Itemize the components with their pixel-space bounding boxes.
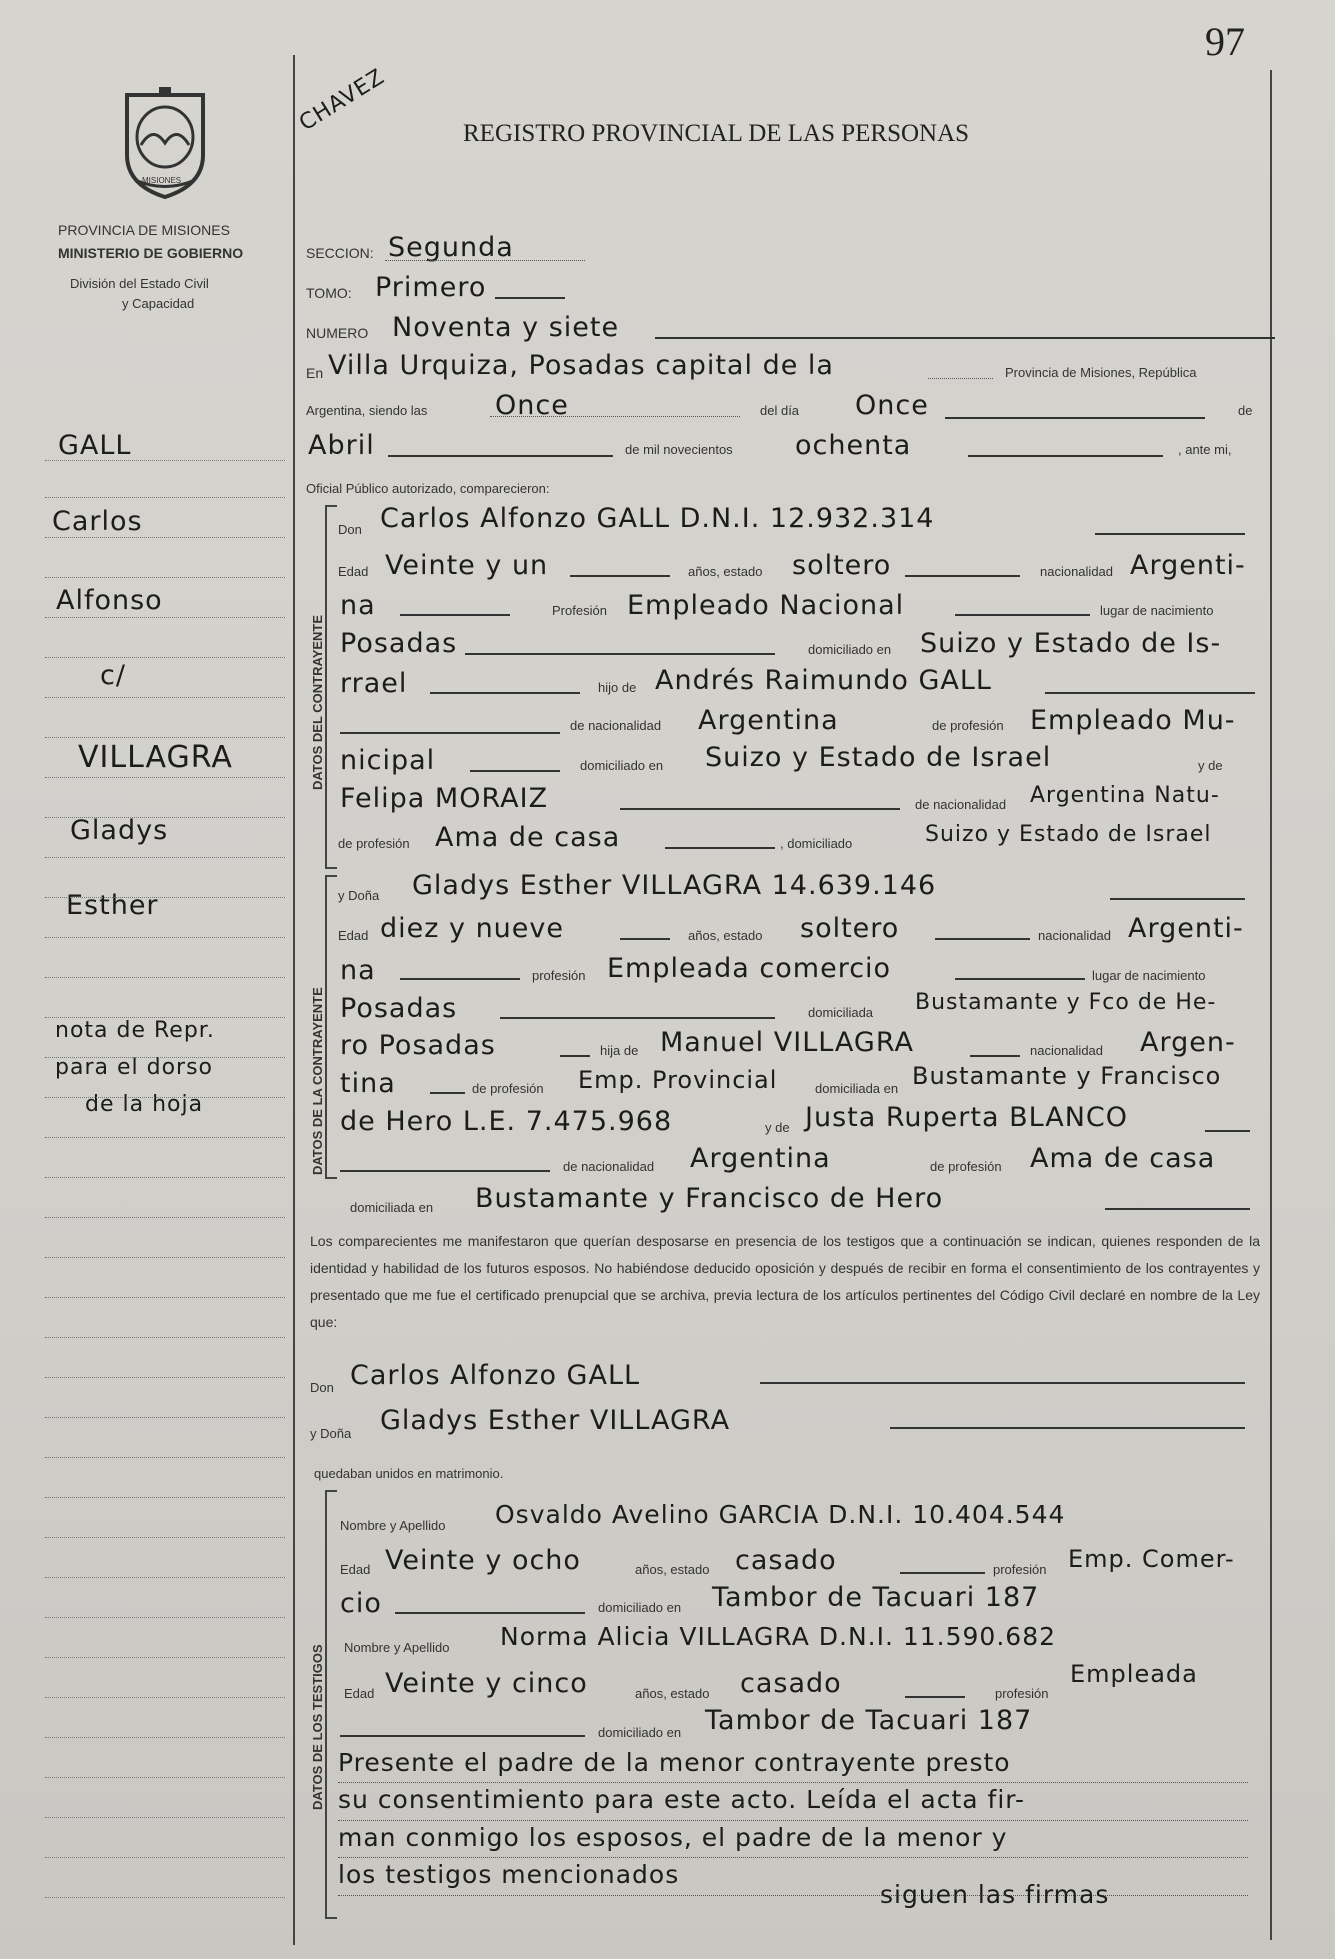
t1-estado-value: casado xyxy=(735,1545,837,1576)
dona-hija-label: hija de xyxy=(600,1043,639,1058)
margin-rule xyxy=(45,657,285,658)
margin-rule xyxy=(45,460,285,461)
dia-rule xyxy=(945,417,1205,419)
union-dona-value: Gladys Esther VILLAGRA xyxy=(380,1405,731,1436)
dona-madre-nac-label: de nacionalidad xyxy=(563,1159,655,1174)
dona-padre-value: Manuel VILLAGRA xyxy=(660,1027,914,1058)
don-padre-dom-label: domiciliado en xyxy=(580,758,664,773)
don-madre-prof-value: Ama de casa xyxy=(435,822,621,853)
anio-value: ochenta xyxy=(795,430,912,461)
note-rule-1 xyxy=(338,1820,1248,1821)
page-number: 97 xyxy=(1205,19,1245,64)
margin-name-5: Gladys xyxy=(70,815,169,846)
don-y-de-label: y de xyxy=(1198,758,1223,773)
don-lugar-label: lugar de nacimiento xyxy=(1100,603,1214,618)
don-padre-nac-label: de nacionalidad xyxy=(570,718,662,733)
dona-madre-dom-label: domiciliada en xyxy=(350,1200,434,1215)
dia-value: Once xyxy=(855,390,929,421)
dona-madre-dom-rule xyxy=(1105,1208,1250,1210)
t1-profesion-cont: cio xyxy=(340,1588,382,1619)
don-padre-nac-value: Argentina xyxy=(698,705,839,736)
dona-edad-rule xyxy=(620,938,670,940)
t2-edad-value: Veinte y cinco xyxy=(385,1668,588,1699)
margin-name-6: Esther xyxy=(66,890,159,921)
t1-profesion-rule xyxy=(395,1612,585,1614)
tomo-value: Primero xyxy=(375,272,487,303)
don-madre-nac-label: de nacionalidad xyxy=(915,797,1007,812)
margin-name-1: Carlos xyxy=(52,506,143,537)
margin-rule xyxy=(45,1737,285,1738)
mes-rule xyxy=(388,455,613,457)
t2-domicilio-label: domiciliado en xyxy=(598,1725,682,1740)
dona-lugar-label: lugar de nacimiento xyxy=(1092,968,1206,983)
seal-text: MISIONES xyxy=(142,176,182,185)
t2-nombre-label: Nombre y Apellido xyxy=(344,1640,450,1655)
declaration-paragraph: Los comparecientes me manifestaron que querían desposarse en presencia de los testigos que a continuación se indican, quienes responden de la identidad y habilidad de los futuros esposos. No habiéndose deducido oposición y después de recibir en forma el consentimiento de los contrayentes y presentado que me fue el certificado prenupcial que se archiva, previa lectura de los artículos pertinentes del Código Civil declaré en nombre de la Ley que: xyxy=(310,1233,1260,1330)
don-nacionalidad-cont: na xyxy=(340,590,376,621)
division-line-1: División del Estado Civil xyxy=(70,276,209,291)
don-label: Don xyxy=(338,522,362,537)
don-edad-rule xyxy=(570,575,670,577)
margin-rule xyxy=(45,1417,285,1418)
contrayente-f-side-label: DATOS DE LA CONTRAYENTE xyxy=(310,987,325,1175)
margin-rule xyxy=(45,617,285,618)
note-rule-0 xyxy=(338,1782,1248,1783)
margin-rule xyxy=(45,1657,285,1658)
don-domicilio-cont: rrael xyxy=(340,668,408,699)
don-estado-value: soltero xyxy=(792,550,892,581)
seccion-label: SECCION: xyxy=(306,245,374,261)
don-madre-value: Felipa MORAIZ xyxy=(340,783,549,814)
dona-nacionalidad-value: Argenti- xyxy=(1128,913,1244,944)
don-padre-prof-cont: nicipal xyxy=(340,745,436,776)
margin-rule xyxy=(45,1337,285,1338)
argentina-siendo-label: Argentina, siendo las xyxy=(306,403,428,418)
del-dia-label: del día xyxy=(760,403,800,418)
margin-rule xyxy=(45,1217,285,1218)
margin-rule xyxy=(45,1257,285,1258)
don-domicilio-rule xyxy=(430,692,580,694)
note-rule-2 xyxy=(338,1857,1248,1858)
don-estado-label: años, estado xyxy=(688,564,763,579)
margin-rule xyxy=(45,497,285,498)
dona-madre-dom-value: Bustamante y Francisco de Hero xyxy=(475,1183,944,1214)
margin-divider xyxy=(293,55,295,1945)
margin-rule xyxy=(45,1377,285,1378)
union-don-value: Carlos Alfonzo GALL xyxy=(350,1360,641,1391)
t1-profesion-label: profesión xyxy=(993,1562,1047,1577)
margin-name-2: Alfonso xyxy=(56,585,163,616)
numero-value: Noventa y siete xyxy=(392,312,620,343)
margin-rule xyxy=(45,1617,285,1618)
dona-padre-prof-value: Emp. Provincial xyxy=(578,1066,778,1094)
don-edad-value: Veinte y un xyxy=(385,550,549,581)
page-title: REGISTRO PROVINCIAL DE LAS PERSONAS xyxy=(463,120,970,147)
dona-profesion-label: profesión xyxy=(532,968,586,983)
don-lugar-rule xyxy=(465,653,775,655)
tomo-rule xyxy=(495,297,565,299)
dona-domicilio-value: Bustamante y Fco de He- xyxy=(915,990,1217,1015)
lugar-rule xyxy=(928,378,993,379)
note-line-1: su consentimiento para este acto. Leída el acta fir- xyxy=(338,1785,1025,1814)
dona-madre-nac-value: Argentina xyxy=(690,1143,831,1174)
note-line-3: los testigos mencionados xyxy=(338,1860,680,1889)
margin-rule xyxy=(45,1777,285,1778)
margin-rule xyxy=(45,1137,285,1138)
don-domicilio-value: Suizo y Estado de Is- xyxy=(920,628,1222,659)
numero-label: NUMERO xyxy=(306,325,369,341)
division-line-2: y Capacidad xyxy=(122,296,195,311)
dona-nombre-value: Gladys Esther VILLAGRA 14.639.146 xyxy=(412,870,937,901)
don-nombre-rule xyxy=(1095,533,1245,535)
margin-rule xyxy=(45,537,285,538)
stamp-chavez: CHAVEZ xyxy=(295,64,390,137)
margin-rule xyxy=(45,1697,285,1698)
dona-padre-nac-label: nacionalidad xyxy=(1030,1043,1104,1058)
dona-padre-dom-cont: de Hero L.E. 7.475.968 xyxy=(340,1106,673,1137)
dona-madre-nac-rule xyxy=(340,1170,550,1172)
margin-rule xyxy=(45,1017,285,1018)
dona-lugar-rule xyxy=(500,1017,775,1019)
dona-estado-value: soltero xyxy=(800,913,900,944)
dona-domicilio-cont: ro Posadas xyxy=(340,1030,496,1061)
t2-domicilio-rule-pre xyxy=(340,1735,585,1737)
t2-estado-value: casado xyxy=(740,1668,842,1699)
margin-rule xyxy=(45,697,285,698)
t1-domicilio-value: Tambor de Tacuari 187 xyxy=(712,1582,1040,1613)
margin-name-0: GALL xyxy=(58,430,132,461)
en-label: En xyxy=(306,365,324,381)
don-estado-rule xyxy=(905,575,1020,577)
t1-domicilio-label: domiciliado en xyxy=(598,1600,682,1615)
margin-rule xyxy=(45,1497,285,1498)
dona-padre-dom-label: domiciliada en xyxy=(815,1081,899,1096)
don-nacionalidad-label: nacionalidad xyxy=(1040,564,1114,579)
don-madre-dom-value: Suizo y Estado de Israel xyxy=(925,822,1212,847)
dona-nacionalidad-label: nacionalidad xyxy=(1038,928,1112,943)
province-name: PROVINCIA DE MISIONES xyxy=(58,222,230,238)
right-border xyxy=(1270,70,1272,1940)
don-madre-prof-rule xyxy=(665,847,775,849)
note-line-2: man conmigo los esposos, el padre de la menor y xyxy=(338,1823,1008,1852)
margin-note-1: para el dorso xyxy=(55,1055,213,1080)
don-madre-nac-value: Argentina Natu- xyxy=(1030,783,1220,808)
t2-estado-rule xyxy=(905,1696,965,1698)
lugar-value: Villa Urquiza, Posadas capital de la xyxy=(328,350,834,381)
de-label: de xyxy=(1238,403,1253,418)
t1-edad-value: Veinte y ocho xyxy=(385,1545,581,1576)
hora-rule xyxy=(490,416,740,417)
closing-note: siguen las firmas xyxy=(880,1880,1110,1909)
dona-lugar-value: Posadas xyxy=(340,993,458,1024)
margin-note-2: de la hoja xyxy=(85,1092,204,1117)
dona-padre-nac-rule xyxy=(430,1092,465,1094)
dona-madre-value: Justa Ruperta BLANCO xyxy=(805,1102,1129,1133)
margin-rule xyxy=(45,1897,285,1898)
dona-madre-prof-label: de profesión xyxy=(930,1159,1002,1174)
t2-nombre-value: Norma Alicia VILLAGRA D.N.I. 11.590.682 xyxy=(500,1622,1057,1651)
t1-nombre-value: Osvaldo Avelino GARCIA D.N.I. 10.404.544 xyxy=(495,1500,1066,1529)
union-dona-label: y Doña xyxy=(310,1426,352,1441)
union-dona-rule xyxy=(890,1427,1245,1429)
margin-rule xyxy=(45,1537,285,1538)
margin-rule xyxy=(45,817,285,818)
union-don-label: Don xyxy=(310,1380,334,1395)
dona-nombre-rule xyxy=(1110,898,1245,900)
dona-y-de-label: y de xyxy=(765,1120,790,1135)
t1-nombre-label: Nombre y Apellido xyxy=(340,1518,446,1533)
dona-padre-dom-value: Bustamante y Francisco xyxy=(912,1062,1222,1090)
dona-nacionalidad-cont: na xyxy=(340,955,376,986)
dona-padre-nac-value: Argen- xyxy=(1140,1027,1236,1058)
margin-rule xyxy=(45,1057,285,1058)
dona-profesion-value: Empleada comercio xyxy=(607,953,892,984)
don-hijo-label: hijo de xyxy=(598,680,637,695)
hora-value: Once xyxy=(495,390,569,421)
margin-rule xyxy=(45,937,285,938)
margin-rule xyxy=(45,1457,285,1458)
margin-rule xyxy=(45,1297,285,1298)
don-nacionalidad-rule xyxy=(400,614,510,616)
oficial-label: Oficial Público autorizado, comparecieron: xyxy=(306,481,550,496)
seccion-value: Segunda xyxy=(388,232,514,263)
note-line-0: Presente el padre de la menor contrayente presto xyxy=(338,1748,1011,1777)
don-profesion-label: Profesión xyxy=(552,603,607,618)
mes-value: Abril xyxy=(308,430,375,461)
don-padre-nac-rule xyxy=(340,732,560,734)
margin-rule xyxy=(45,1177,285,1178)
dona-domicilio-rule xyxy=(560,1055,590,1057)
dona-label: y Doña xyxy=(338,888,380,903)
don-madre-prof-label: de profesión xyxy=(338,836,410,851)
margin-rule xyxy=(45,857,285,858)
t2-profesion-value: Empleada xyxy=(1070,1660,1198,1688)
provincia-label: Provincia de Misiones, República xyxy=(1005,365,1197,380)
don-padre-prof-label: de profesión xyxy=(932,718,1004,733)
t1-estado-label: años, estado xyxy=(635,1562,710,1577)
dona-profesion-rule xyxy=(955,978,1085,980)
dona-nacionalidad-rule xyxy=(400,978,520,980)
t2-profesion-label: profesión xyxy=(995,1686,1049,1701)
t2-domicilio-value: Tambor de Tacuari 187 xyxy=(705,1705,1033,1736)
don-padre-prof-value: Empleado Mu- xyxy=(1030,705,1236,736)
don-profesion-value: Empleado Nacional xyxy=(627,590,905,621)
t1-profesion-value: Emp. Comer- xyxy=(1068,1545,1235,1573)
margin-rule xyxy=(45,1577,285,1578)
dona-estado-rule xyxy=(935,938,1030,940)
don-nacionalidad-value: Argenti- xyxy=(1130,550,1246,581)
don-edad-label: Edad xyxy=(338,564,369,579)
margin-rule xyxy=(45,737,285,738)
t2-estado-label: años, estado xyxy=(635,1686,710,1701)
don-padre-prof-rule xyxy=(470,770,560,772)
margin-rule xyxy=(45,1097,285,1098)
contrayente-bracket xyxy=(325,505,337,869)
dona-edad-value: diez y nueve xyxy=(380,913,564,944)
contrayente-f-bracket xyxy=(325,875,337,1179)
ministry-name: MINISTERIO DE GOBIERNO xyxy=(58,245,244,261)
margin-rule xyxy=(45,1817,285,1818)
numero-rule xyxy=(655,337,1275,339)
dona-padre-prof-label: de profesión xyxy=(472,1081,544,1096)
contrayente-side-label: DATOS DEL CONTRAYENTE xyxy=(310,614,325,790)
testigos-side-label: DATOS DE LOS TESTIGOS xyxy=(310,1644,325,1810)
don-madre-rule xyxy=(620,808,900,810)
de-mil-label: de mil novecientos xyxy=(625,442,733,457)
testigos-bracket xyxy=(325,1490,337,1919)
margin-rule xyxy=(45,777,285,778)
dona-padre-nac-cont: tina xyxy=(340,1068,396,1099)
dona-estado-label: años, estado xyxy=(688,928,763,943)
don-padre-value: Andrés Raimundo GALL xyxy=(655,665,992,696)
don-padre-dom-value: Suizo y Estado de Israel xyxy=(705,742,1052,773)
don-profesion-rule xyxy=(955,614,1090,616)
dona-madre-prof-value: Ama de casa xyxy=(1030,1143,1216,1174)
margin-rule xyxy=(45,977,285,978)
t1-estado-rule xyxy=(900,1572,985,1574)
don-nombre-value: Carlos Alfonzo GALL D.N.I. 12.932.314 xyxy=(380,503,935,534)
tomo-label: TOMO: xyxy=(306,285,352,301)
union-don-rule xyxy=(760,1382,1245,1384)
don-madre-dom-label: , domiciliado xyxy=(780,836,853,851)
dona-madre-rule xyxy=(1205,1130,1250,1132)
don-lugar-value: Posadas xyxy=(340,628,458,659)
don-padre-rule xyxy=(1045,692,1255,694)
margin-name-4: VILLAGRA xyxy=(78,740,233,775)
dona-domicilio-label: domiciliada xyxy=(808,1005,874,1020)
quedaban-label: quedaban unidos en matrimonio. xyxy=(314,1466,504,1481)
t2-edad-label: Edad xyxy=(344,1686,375,1701)
margin-rule xyxy=(45,577,285,578)
t1-edad-label: Edad xyxy=(340,1562,371,1577)
dona-padre-rule xyxy=(970,1055,1020,1057)
don-domicilio-label: domiciliado en xyxy=(808,642,892,657)
dona-edad-label: Edad xyxy=(338,928,369,943)
ante-mi-label: , ante mi, xyxy=(1178,442,1232,457)
margin-rule xyxy=(45,1857,285,1858)
margin-rule xyxy=(45,897,285,898)
margin-name-3: c/ xyxy=(100,660,126,691)
anio-rule xyxy=(968,455,1163,457)
seccion-rule xyxy=(385,260,585,261)
note-rule-3 xyxy=(338,1895,1248,1896)
margin-note-0: nota de Repr. xyxy=(55,1018,215,1043)
